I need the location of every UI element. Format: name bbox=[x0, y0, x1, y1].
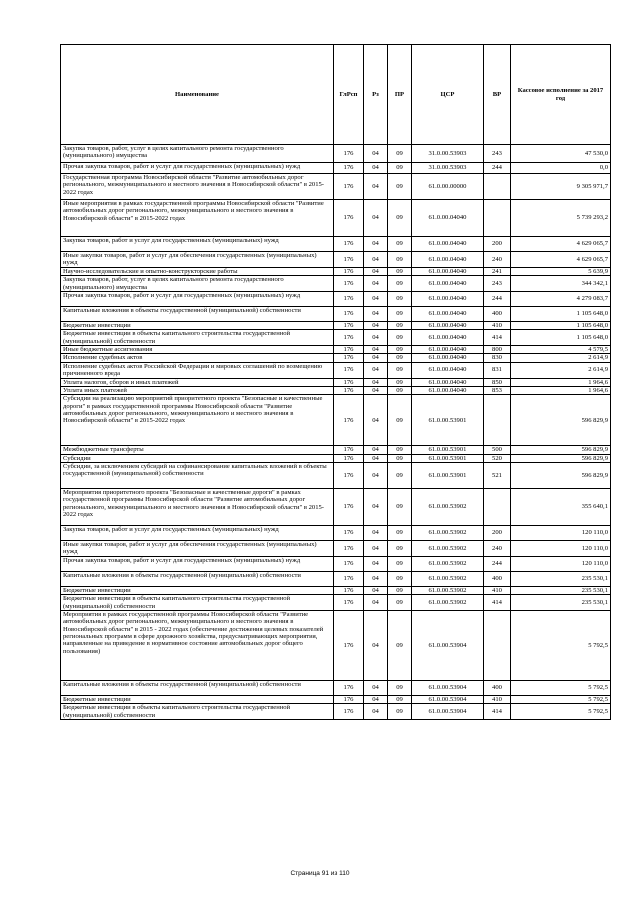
table-row bbox=[61, 595, 611, 611]
cell-csr: 61.0.00.04040 bbox=[412, 306, 484, 321]
cell-pr: 09 bbox=[388, 463, 412, 489]
cell-vr: 200 bbox=[484, 237, 511, 252]
cell-glrsp: 176 bbox=[334, 586, 364, 594]
table-row bbox=[61, 571, 611, 586]
cell-glrsp: 176 bbox=[334, 346, 364, 354]
cell-glrsp: 176 bbox=[334, 362, 364, 378]
cell-vr: 400 bbox=[484, 306, 511, 321]
cell-csr: 61.0.00.04040 bbox=[412, 237, 484, 252]
cell-pr: 09 bbox=[388, 200, 412, 237]
cell-amount: 596 829,9 bbox=[511, 463, 611, 489]
cell-rz: 04 bbox=[364, 354, 388, 362]
cell-vr: 850 bbox=[484, 378, 511, 386]
header-name: Наименование bbox=[61, 45, 334, 145]
cell-rz: 04 bbox=[364, 200, 388, 237]
cell-name: Капитальные вложения в объекты государственной (муниципальной) собственности bbox=[61, 306, 334, 321]
cell-vr: 800 bbox=[484, 346, 511, 354]
cell-glrsp: 176 bbox=[334, 145, 364, 163]
table-header-row bbox=[61, 45, 611, 145]
cell-glrsp: 176 bbox=[334, 463, 364, 489]
table-row bbox=[61, 586, 611, 594]
cell-glrsp: 176 bbox=[334, 267, 364, 275]
cell-pr: 09 bbox=[388, 446, 412, 454]
cell-name: Субсидии на реализацию мероприятий приоритетного проекта "Безопасные и качественные дороги" в рамках государственной программы Новосибирской области "Развитие автомобильных дорог регионального, межмуниципального и местного значения в Новосибирской области" в 2015-2022 годах bbox=[61, 395, 334, 446]
table-row bbox=[61, 346, 611, 354]
cell-glrsp: 176 bbox=[334, 200, 364, 237]
cell-rz: 04 bbox=[364, 395, 388, 446]
cell-pr: 09 bbox=[388, 610, 412, 680]
cell-glrsp: 176 bbox=[334, 330, 364, 346]
cell-name: Закупка товаров, работ, услуг в целях капитального ремонта государственного (муниципального) имущества bbox=[61, 276, 334, 292]
cell-vr: 200 bbox=[484, 526, 511, 541]
table-row bbox=[61, 378, 611, 386]
cell-glrsp: 176 bbox=[334, 610, 364, 680]
cell-rz: 04 bbox=[364, 145, 388, 163]
table-row bbox=[61, 267, 611, 275]
cell-csr: 61.0.00.53901 bbox=[412, 463, 484, 489]
cell-csr: 61.0.00.04040 bbox=[412, 378, 484, 386]
header-csr: ЦСР bbox=[412, 45, 484, 145]
cell-amount: 120 110,0 bbox=[511, 541, 611, 557]
cell-glrsp: 176 bbox=[334, 321, 364, 329]
cell-name: Уплата иных платежей bbox=[61, 386, 334, 394]
header-vr: ВР bbox=[484, 45, 511, 145]
table-row bbox=[61, 463, 611, 489]
cell-name: Прочая закупка товаров, работ и услуг для государственных (муниципальных) нужд bbox=[61, 163, 334, 174]
table-row bbox=[61, 291, 611, 306]
cell-csr: 31.0.00.53903 bbox=[412, 145, 484, 163]
cell-csr: 61.0.00.04040 bbox=[412, 276, 484, 292]
cell-rz: 04 bbox=[364, 680, 388, 695]
cell-glrsp: 176 bbox=[334, 378, 364, 386]
cell-glrsp: 176 bbox=[334, 163, 364, 174]
cell-rz: 04 bbox=[364, 586, 388, 594]
cell-amount: 47 530,0 bbox=[511, 145, 611, 163]
cell-glrsp: 176 bbox=[334, 252, 364, 268]
cell-vr bbox=[484, 395, 511, 446]
cell-name: Бюджетные инвестиции bbox=[61, 321, 334, 329]
cell-name: Бюджетные инвестиции bbox=[61, 695, 334, 703]
cell-amount: 9 305 971,7 bbox=[511, 174, 611, 200]
cell-rz: 04 bbox=[364, 695, 388, 703]
cell-csr: 61.0.00.53902 bbox=[412, 595, 484, 611]
cell-vr: 521 bbox=[484, 463, 511, 489]
cell-rz: 04 bbox=[364, 446, 388, 454]
cell-amount: 1 105 648,0 bbox=[511, 306, 611, 321]
cell-vr: 240 bbox=[484, 541, 511, 557]
cell-rz: 04 bbox=[364, 174, 388, 200]
cell-amount: 344 342,1 bbox=[511, 276, 611, 292]
cell-vr: 244 bbox=[484, 291, 511, 306]
cell-name: Капитальные вложения в объекты государственной (муниципальной) собственности bbox=[61, 571, 334, 586]
table-body bbox=[61, 145, 611, 720]
cell-csr: 61.0.00.53904 bbox=[412, 680, 484, 695]
cell-name: Бюджетные инвестиции bbox=[61, 586, 334, 594]
cell-name: Иные закупки товаров, работ и услуг для обеспечения государственных (муниципальных) нужд bbox=[61, 252, 334, 268]
cell-csr: 61.0.00.04040 bbox=[412, 354, 484, 362]
cell-glrsp: 176 bbox=[334, 291, 364, 306]
cell-amount: 2 614,9 bbox=[511, 362, 611, 378]
cell-rz: 04 bbox=[364, 330, 388, 346]
cell-csr: 61.0.00.53901 bbox=[412, 454, 484, 462]
cell-name: Межбюджетные трансферты bbox=[61, 446, 334, 454]
cell-csr: 61.0.00.53902 bbox=[412, 489, 484, 526]
cell-pr: 09 bbox=[388, 330, 412, 346]
cell-vr: 400 bbox=[484, 680, 511, 695]
cell-glrsp: 176 bbox=[334, 489, 364, 526]
cell-pr: 09 bbox=[388, 362, 412, 378]
cell-name: Научно-исследовательские и опытно-конструкторские работы bbox=[61, 267, 334, 275]
table-row bbox=[61, 489, 611, 526]
cell-amount: 120 110,0 bbox=[511, 556, 611, 571]
cell-vr: 243 bbox=[484, 145, 511, 163]
cell-vr: 240 bbox=[484, 252, 511, 268]
cell-name: Прочая закупка товаров, работ и услуг для государственных (муниципальных) нужд bbox=[61, 291, 334, 306]
cell-amount: 235 530,1 bbox=[511, 571, 611, 586]
table-row bbox=[61, 321, 611, 329]
table-row bbox=[61, 704, 611, 720]
cell-name: Бюджетные инвестиции в объекты капитального строительства государственной (муниципальной) собственности bbox=[61, 704, 334, 720]
cell-pr: 09 bbox=[388, 145, 412, 163]
cell-name: Государственная программа Новосибирской области "Развитие автомобильных дорог регионального, межмуниципального и местного значения в Новосибирской области" в 2015-2022 годах bbox=[61, 174, 334, 200]
table-row bbox=[61, 454, 611, 462]
cell-name: Прочая закупка товаров, работ и услуг для государственных (муниципальных) нужд bbox=[61, 556, 334, 571]
cell-amount: 5 792,5 bbox=[511, 610, 611, 680]
cell-pr: 09 bbox=[388, 237, 412, 252]
cell-amount: 5 639,9 bbox=[511, 267, 611, 275]
cell-pr: 09 bbox=[388, 680, 412, 695]
cell-rz: 04 bbox=[364, 571, 388, 586]
cell-csr: 61.0.00.53902 bbox=[412, 571, 484, 586]
table-row bbox=[61, 526, 611, 541]
cell-amount: 235 530,1 bbox=[511, 586, 611, 594]
table-row bbox=[61, 395, 611, 446]
cell-glrsp: 176 bbox=[334, 526, 364, 541]
cell-name: Иные бюджетные ассигнования bbox=[61, 346, 334, 354]
cell-csr: 61.0.00.53902 bbox=[412, 541, 484, 557]
cell-name: Исполнение судебных актов bbox=[61, 354, 334, 362]
cell-amount: 596 829,9 bbox=[511, 446, 611, 454]
header-kassa: Кассовое исполнение за 2017 год bbox=[511, 45, 611, 145]
cell-name: Уплата налогов, сборов и иных платежей bbox=[61, 378, 334, 386]
cell-amount: 5 792,5 bbox=[511, 704, 611, 720]
cell-vr: 414 bbox=[484, 704, 511, 720]
cell-pr: 09 bbox=[388, 252, 412, 268]
cell-pr: 09 bbox=[388, 489, 412, 526]
cell-rz: 04 bbox=[364, 454, 388, 462]
cell-csr: 61.0.00.53901 bbox=[412, 395, 484, 446]
cell-amount: 4 629 065,7 bbox=[511, 237, 611, 252]
table-row bbox=[61, 237, 611, 252]
cell-name: Бюджетные инвестиции в объекты капитального строительства государственной (муниципальной) собственности bbox=[61, 330, 334, 346]
cell-glrsp: 176 bbox=[334, 386, 364, 394]
cell-name: Закупка товаров, работ и услуг для государственных (муниципальных) нужд bbox=[61, 237, 334, 252]
cell-pr: 09 bbox=[388, 354, 412, 362]
header-pr: ПР bbox=[388, 45, 412, 145]
cell-glrsp: 176 bbox=[334, 556, 364, 571]
cell-rz: 04 bbox=[364, 386, 388, 394]
cell-amount: 120 110,0 bbox=[511, 526, 611, 541]
cell-name: Субсидии, за исключением субсидий на софинансирование капитальных вложений в объекты государственной (муниципальной) собственности bbox=[61, 463, 334, 489]
cell-csr: 61.0.00.53902 bbox=[412, 556, 484, 571]
cell-pr: 09 bbox=[388, 695, 412, 703]
cell-pr: 09 bbox=[388, 395, 412, 446]
table-row bbox=[61, 541, 611, 557]
cell-vr: 243 bbox=[484, 276, 511, 292]
cell-pr: 09 bbox=[388, 163, 412, 174]
cell-pr: 09 bbox=[388, 276, 412, 292]
table-row bbox=[61, 446, 611, 454]
cell-name: Мероприятия в рамках государственной программы Новосибирской области "Развитие автомобильных дорог регионального, межмуниципального и местного значения в Новосибирской области" в 2015 - 2022 годах (обеспечение достижения целевых показателей региональных программ в сфере дорожного хозяйства, предусматривающих мероприятия, направленные на приведение в нормативное состояние автомобильных дорог общего пользования) bbox=[61, 610, 334, 680]
cell-rz: 04 bbox=[364, 610, 388, 680]
cell-vr bbox=[484, 200, 511, 237]
cell-glrsp: 176 bbox=[334, 354, 364, 362]
cell-csr: 61.0.00.04040 bbox=[412, 291, 484, 306]
cell-csr: 61.0.00.53902 bbox=[412, 526, 484, 541]
cell-vr: 414 bbox=[484, 330, 511, 346]
cell-glrsp: 176 bbox=[334, 276, 364, 292]
header-glrsp: ГлРсп bbox=[334, 45, 364, 145]
cell-amount: 5 792,5 bbox=[511, 680, 611, 695]
cell-pr: 09 bbox=[388, 526, 412, 541]
cell-amount: 5 739 293,2 bbox=[511, 200, 611, 237]
cell-csr: 61.0.00.04040 bbox=[412, 362, 484, 378]
cell-pr: 09 bbox=[388, 541, 412, 557]
cell-amount: 4 629 065,7 bbox=[511, 252, 611, 268]
cell-csr: 61.0.00.53904 bbox=[412, 704, 484, 720]
cell-rz: 04 bbox=[364, 321, 388, 329]
table-row bbox=[61, 330, 611, 346]
table-row bbox=[61, 354, 611, 362]
cell-glrsp: 176 bbox=[334, 704, 364, 720]
cell-pr: 09 bbox=[388, 174, 412, 200]
cell-pr: 09 bbox=[388, 454, 412, 462]
cell-amount: 1 964,6 bbox=[511, 386, 611, 394]
cell-vr bbox=[484, 489, 511, 526]
cell-rz: 04 bbox=[364, 291, 388, 306]
cell-glrsp: 176 bbox=[334, 395, 364, 446]
cell-rz: 04 bbox=[364, 489, 388, 526]
cell-vr: 244 bbox=[484, 556, 511, 571]
cell-pr: 09 bbox=[388, 386, 412, 394]
cell-amount: 596 829,9 bbox=[511, 454, 611, 462]
cell-pr: 09 bbox=[388, 291, 412, 306]
cell-vr: 853 bbox=[484, 386, 511, 394]
cell-name: Капитальные вложения в объекты государственной (муниципальной) собственности bbox=[61, 680, 334, 695]
cell-rz: 04 bbox=[364, 595, 388, 611]
cell-csr: 31.0.00.53903 bbox=[412, 163, 484, 174]
cell-name: Иные мероприятия в рамках государственной программы Новосибирской области "Развитие автомобильных дорог регионального, межмуниципального и местного значения в Новосибирской области" в 2015-2022 годах bbox=[61, 200, 334, 237]
cell-glrsp: 176 bbox=[334, 595, 364, 611]
cell-vr: 410 bbox=[484, 321, 511, 329]
table-row bbox=[61, 145, 611, 163]
cell-rz: 04 bbox=[364, 556, 388, 571]
cell-rz: 04 bbox=[364, 378, 388, 386]
cell-amount: 1 105 648,0 bbox=[511, 321, 611, 329]
cell-rz: 04 bbox=[364, 267, 388, 275]
cell-amount: 5 792,5 bbox=[511, 695, 611, 703]
cell-glrsp: 176 bbox=[334, 541, 364, 557]
cell-vr: 500 bbox=[484, 446, 511, 454]
cell-vr: 400 bbox=[484, 571, 511, 586]
cell-csr: 61.0.00.04040 bbox=[412, 386, 484, 394]
cell-amount: 1 964,6 bbox=[511, 378, 611, 386]
cell-csr: 61.0.00.53901 bbox=[412, 446, 484, 454]
cell-name: Иные закупки товаров, работ и услуг для обеспечения государственных (муниципальных) нужд bbox=[61, 541, 334, 557]
cell-name: Субсидии bbox=[61, 454, 334, 462]
cell-name: Мероприятия приоритетного проекта "Безопасные и качественные дороги" в рамках государственной программы Новосибирской области "Развитие автомобильных дорог регионального, межмуниципального и местного значения в Новосибирской области" в 2015-2022 годах bbox=[61, 489, 334, 526]
cell-pr: 09 bbox=[388, 704, 412, 720]
cell-glrsp: 176 bbox=[334, 237, 364, 252]
cell-pr: 09 bbox=[388, 346, 412, 354]
table-row bbox=[61, 680, 611, 695]
cell-vr: 410 bbox=[484, 695, 511, 703]
page-number: Страница 91 из 110 bbox=[290, 870, 350, 877]
cell-rz: 04 bbox=[364, 346, 388, 354]
cell-pr: 09 bbox=[388, 586, 412, 594]
table-row bbox=[61, 276, 611, 292]
cell-vr: 414 bbox=[484, 595, 511, 611]
cell-name: Закупка товаров, работ и услуг для государственных (муниципальных) нужд bbox=[61, 526, 334, 541]
cell-rz: 04 bbox=[364, 306, 388, 321]
cell-glrsp: 176 bbox=[334, 174, 364, 200]
cell-csr: 61.0.00.04040 bbox=[412, 330, 484, 346]
table-row bbox=[61, 386, 611, 394]
cell-amount: 1 105 648,0 bbox=[511, 330, 611, 346]
table-row bbox=[61, 200, 611, 237]
budget-table bbox=[60, 44, 611, 720]
cell-csr: 61.0.00.53904 bbox=[412, 610, 484, 680]
cell-csr: 61.0.00.04040 bbox=[412, 346, 484, 354]
cell-vr: 520 bbox=[484, 454, 511, 462]
cell-csr: 61.0.00.04040 bbox=[412, 321, 484, 329]
table-row bbox=[61, 556, 611, 571]
cell-pr: 09 bbox=[388, 595, 412, 611]
cell-vr bbox=[484, 174, 511, 200]
cell-name: Бюджетные инвестиции в объекты капитального строительства государственной (муниципальной) собственности bbox=[61, 595, 334, 611]
cell-rz: 04 bbox=[364, 526, 388, 541]
table-row bbox=[61, 306, 611, 321]
cell-pr: 09 bbox=[388, 306, 412, 321]
cell-pr: 09 bbox=[388, 321, 412, 329]
cell-amount: 4 279 083,7 bbox=[511, 291, 611, 306]
table-row bbox=[61, 610, 611, 680]
cell-pr: 09 bbox=[388, 571, 412, 586]
cell-rz: 04 bbox=[364, 276, 388, 292]
cell-amount: 235 530,1 bbox=[511, 595, 611, 611]
cell-amount: 4 579,5 bbox=[511, 346, 611, 354]
cell-glrsp: 176 bbox=[334, 680, 364, 695]
cell-amount: 0,0 bbox=[511, 163, 611, 174]
cell-rz: 04 bbox=[364, 541, 388, 557]
cell-pr: 09 bbox=[388, 556, 412, 571]
cell-csr: 61.0.00.00000 bbox=[412, 174, 484, 200]
cell-amount: 355 640,1 bbox=[511, 489, 611, 526]
cell-csr: 61.0.00.04040 bbox=[412, 200, 484, 237]
table-row bbox=[61, 163, 611, 174]
cell-vr: 830 bbox=[484, 354, 511, 362]
cell-name: Закупка товаров, работ, услуг в целях капитального ремонта государственного (муниципального) имущества bbox=[61, 145, 334, 163]
cell-rz: 04 bbox=[364, 237, 388, 252]
table-row bbox=[61, 174, 611, 200]
cell-pr: 09 bbox=[388, 267, 412, 275]
cell-glrsp: 176 bbox=[334, 446, 364, 454]
cell-pr: 09 bbox=[388, 378, 412, 386]
cell-vr: 244 bbox=[484, 163, 511, 174]
cell-name: Исполнение судебных актов Российской Федерации и мировых соглашений по возмещению причиненного вреда bbox=[61, 362, 334, 378]
cell-glrsp: 176 bbox=[334, 695, 364, 703]
cell-vr bbox=[484, 610, 511, 680]
cell-vr: 241 bbox=[484, 267, 511, 275]
cell-glrsp: 176 bbox=[334, 306, 364, 321]
cell-csr: 61.0.00.53904 bbox=[412, 695, 484, 703]
cell-rz: 04 bbox=[364, 362, 388, 378]
cell-amount: 2 614,9 bbox=[511, 354, 611, 362]
cell-rz: 04 bbox=[364, 704, 388, 720]
table-row bbox=[61, 695, 611, 703]
cell-glrsp: 176 bbox=[334, 454, 364, 462]
cell-rz: 04 bbox=[364, 163, 388, 174]
cell-vr: 410 bbox=[484, 586, 511, 594]
header-rz: Рз bbox=[364, 45, 388, 145]
cell-glrsp: 176 bbox=[334, 571, 364, 586]
cell-csr: 61.0.00.53902 bbox=[412, 586, 484, 594]
cell-amount: 596 829,9 bbox=[511, 395, 611, 446]
cell-csr: 61.0.00.04040 bbox=[412, 267, 484, 275]
cell-rz: 04 bbox=[364, 252, 388, 268]
cell-vr: 831 bbox=[484, 362, 511, 378]
cell-csr: 61.0.00.04040 bbox=[412, 252, 484, 268]
table-row bbox=[61, 362, 611, 378]
table-row bbox=[61, 252, 611, 268]
cell-rz: 04 bbox=[364, 463, 388, 489]
